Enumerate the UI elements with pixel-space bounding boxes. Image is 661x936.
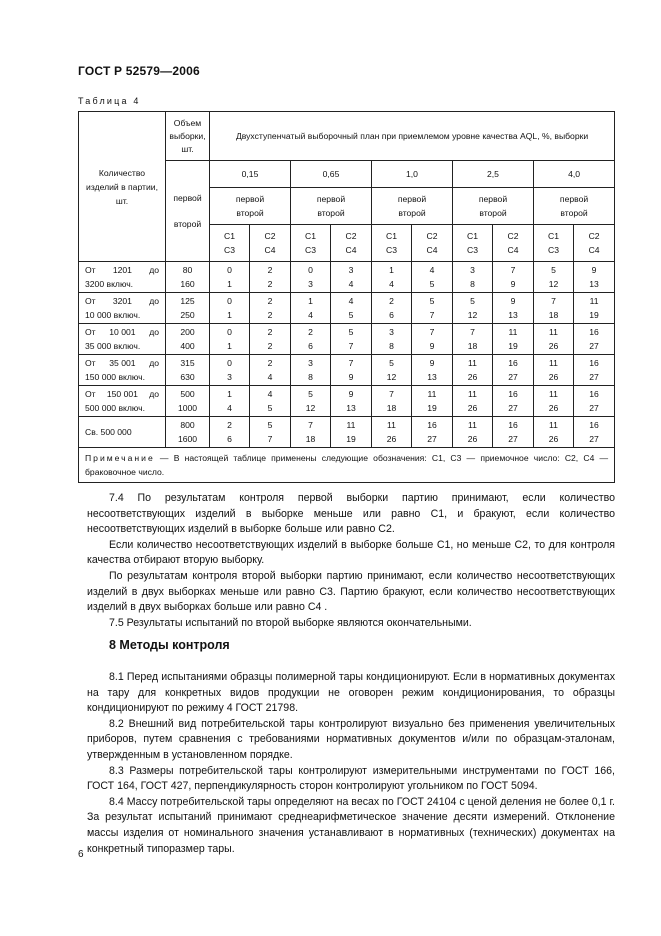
table-row [79,355,615,386]
lot-size-range: От 35 001 до 150 000 включ. [79,355,166,386]
page-number: 6 [78,849,84,860]
acceptance-value: 16 27 [412,417,453,448]
aql-level: 0,15 [210,161,291,188]
section-heading: 8 Методы контроля [109,638,230,652]
sample-volume: 315 630 [166,355,210,386]
sampling-plan-table [78,111,615,483]
header-first-second: первой второй [166,161,210,262]
acceptance-value: 3 8 [453,262,493,293]
acceptance-value: 4 5 [250,386,291,417]
acceptance-value: 5 12 [291,386,331,417]
acceptance-value: 7 18 [453,324,493,355]
acceptance-value: 4 5 [331,293,372,324]
lot-size-range: Св. 500 000 [79,417,166,448]
acceptance-value: 11 19 [493,324,534,355]
acceptance-value: 2 2 [250,262,291,293]
acceptance-value: 1 4 [372,262,412,293]
acceptance-value: 9 13 [574,262,615,293]
acceptance-value: 3 4 [331,262,372,293]
acceptance-value: 0 3 [291,262,331,293]
lot-size-range: От 3201 до 10 000 включ. [79,293,166,324]
acceptance-value: 16 27 [574,386,615,417]
acceptance-value: 0 3 [210,355,250,386]
table-row [79,324,615,355]
acceptance-value: 3 8 [291,355,331,386]
lot-size-range: От 150 001 до 500 000 включ. [79,386,166,417]
sample-volume: 800 1600 [166,417,210,448]
acceptance-value: 0 1 [210,293,250,324]
c-number-label: C1 C3 [372,225,412,262]
table-note: Примечание — В настоящей таблице применены следующие обозначения: C1, C3 — приемочное число: C2, C4 — браковочное число. [79,448,615,483]
sample-pair-label: первой второй [534,188,615,225]
table-row [79,386,615,417]
acceptance-value: 9 13 [412,355,453,386]
header-sample-volume: Объем выборки, шт. [166,112,210,161]
acceptance-value: 5 7 [412,293,453,324]
aql-level: 2,5 [453,161,534,188]
acceptance-value: 0 1 [210,324,250,355]
acceptance-value: 16 27 [574,355,615,386]
acceptance-value: 2 6 [291,324,331,355]
sample-pair-label: первой второй [453,188,534,225]
acceptance-value: 9 13 [331,386,372,417]
paragraph: Если количество несоответствующих изделий в выборке больше C1, но меньше C2, то для контроля качества отбирают вторую выборку. [87,538,615,567]
c-number-label: C2 C4 [574,225,615,262]
acceptance-value: 7 9 [331,355,372,386]
paragraph: 8.4 Массу потребительской тары определяют на весах по ГОСТ 24104 с ценой деления не более 0,1 г. За результат испытаний принимают среднеарифметическое значение десяти измерений. Отклонение массы изделия от номинального значения устанавливают в нормативных (технических) документах на конкретный типоразмер тары. [87,795,615,855]
acceptance-value: 1 4 [210,386,250,417]
sample-pair-label: первой второй [291,188,372,225]
acceptance-value: 11 26 [372,417,412,448]
acceptance-value: 0 1 [210,262,250,293]
sample-volume: 200 400 [166,324,210,355]
header-plan: Двухступенчатый выборочный план при приемлемом уровне качества AQL, %, выборки [210,112,615,161]
paragraph: 8.2 Внешний вид потребительской тары контролируют визуально без применения увеличительных приборов, путем сравнения с требованиями нормативных документов и/или по образцам-эталонам, утвержденным в установленном порядке. [87,717,615,761]
acceptance-value: 7 9 [493,262,534,293]
acceptance-value: 11 19 [574,293,615,324]
acceptance-value: 3 8 [372,324,412,355]
acceptance-value: 2 6 [372,293,412,324]
acceptance-value: 11 26 [453,417,493,448]
header-quantity: Количество изделий в партии, шт. [79,112,166,262]
aql-level: 1,0 [372,161,453,188]
acceptance-value: 11 26 [534,355,574,386]
section-7-text [87,491,615,631]
acceptance-value: 16 27 [493,355,534,386]
paragraph: По результатам контроля второй выборки партию принимают, если количество несоответствующих изделий в двух выборках меньше или равно C3. Партию бракуют, если количество несоответствующих изделий в двух выборках больше или равно C4 . [87,569,615,614]
lot-size-range: От 10 001 до 35 000 включ. [79,324,166,355]
aql-level: 4,0 [534,161,615,188]
acceptance-value: 11 26 [534,324,574,355]
acceptance-value: 5 7 [250,417,291,448]
c-number-label: C2 C4 [493,225,534,262]
acceptance-value: 11 26 [453,355,493,386]
acceptance-value: 11 26 [534,417,574,448]
table-caption: Таблица 4 [78,96,141,106]
c-number-label: C2 C4 [250,225,291,262]
c-number-label: C1 C3 [453,225,493,262]
paragraph: 7.4 По результатам контроля первой выборки партию принимают, если количество несоответствующих изделий в выборке меньше или равно C1, и бракуют, если количество несоответствующих изделий в выборке больше или равно C2. [87,492,615,536]
c-number-label: C2 C4 [412,225,453,262]
acceptance-value: 4 5 [412,262,453,293]
acceptance-value: 5 12 [453,293,493,324]
acceptance-value: 2 2 [250,324,291,355]
acceptance-value: 1 4 [291,293,331,324]
c-number-label: C1 C3 [210,225,250,262]
acceptance-value: 2 4 [250,355,291,386]
acceptance-value: 2 6 [210,417,250,448]
table-row [79,262,615,293]
table-row [79,417,615,448]
acceptance-value: 7 18 [372,386,412,417]
acceptance-value: 2 2 [250,293,291,324]
document-code: ГОСТ Р 52579—2006 [78,64,200,78]
sample-pair-label: первой второй [210,188,291,225]
sample-volume: 125 250 [166,293,210,324]
acceptance-value: 7 18 [291,417,331,448]
section-8-text [87,670,615,857]
acceptance-value: 5 12 [372,355,412,386]
acceptance-value: 16 27 [574,417,615,448]
c-number-label: C1 C3 [534,225,574,262]
acceptance-value: 11 26 [534,386,574,417]
paragraph: 8.3 Размеры потребительской тары контролируют измерительными инструментами по ГОСТ 166, ГОСТ 164, ГОСТ 427, перпендикулярность сторон контролируют угольником по ГОСТ 5094. [87,764,615,793]
aql-level: 0,65 [291,161,372,188]
acceptance-value: 11 19 [412,386,453,417]
acceptance-value: 11 19 [331,417,372,448]
c-number-label: C2 C4 [331,225,372,262]
acceptance-value: 16 27 [574,324,615,355]
acceptance-value: 5 12 [534,262,574,293]
sample-volume: 80 160 [166,262,210,293]
lot-size-range: От 1201 до 3200 включ. [79,262,166,293]
acceptance-value: 16 27 [493,417,534,448]
paragraph: 8.1 Перед испытаниями образцы полимерной тары кондиционируют. Если в нормативных документах на тару для конкретных видов продукции не оговорен режим кондиционирования, то образцы кондиционируют по режиму 4 ГОСТ 21798. [87,671,615,715]
acceptance-value: 5 7 [331,324,372,355]
c-number-label: C1 C3 [291,225,331,262]
acceptance-value: 11 26 [453,386,493,417]
table-row [79,293,615,324]
paragraph: 7.5 Результаты испытаний по второй выборке являются окончательными. [109,616,472,629]
acceptance-value: 9 13 [493,293,534,324]
acceptance-value: 7 9 [412,324,453,355]
sample-pair-label: первой второй [372,188,453,225]
acceptance-value: 16 27 [493,386,534,417]
sample-volume: 500 1000 [166,386,210,417]
acceptance-value: 7 18 [534,293,574,324]
